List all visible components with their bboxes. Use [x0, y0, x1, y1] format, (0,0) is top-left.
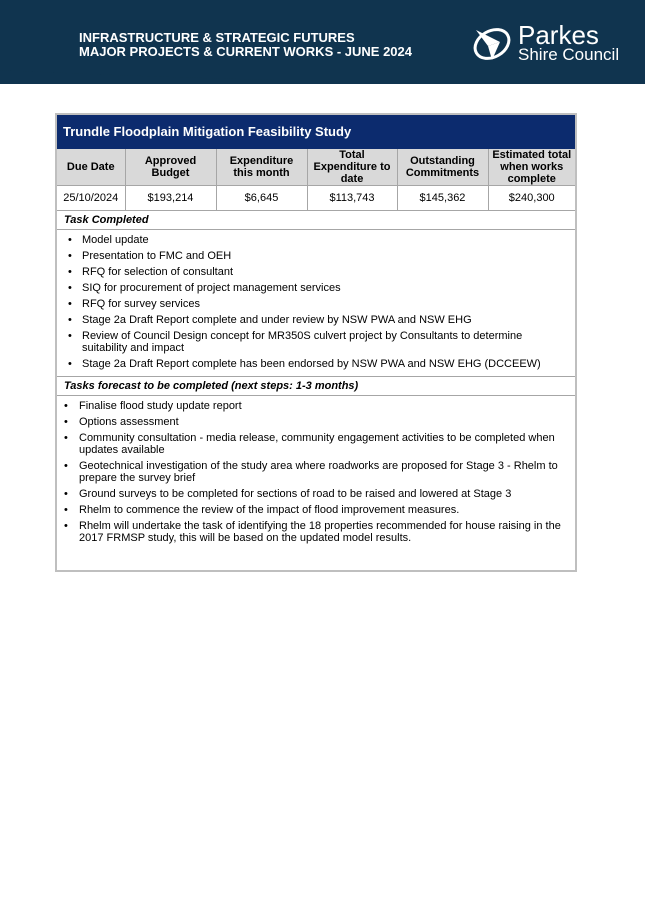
- project-title: Trundle Floodplain Mitigation Feasibility Study: [57, 115, 575, 149]
- list-item: • Ground surveys to be completed for sections of road to be raised and lowered at Stage 3: [64, 488, 512, 500]
- list-item: • Model update: [68, 234, 149, 246]
- bullet-icon: •: [68, 266, 72, 278]
- bullet-icon: •: [64, 504, 68, 516]
- project-panel: [55, 113, 577, 572]
- completed-heading: Task Completed: [57, 211, 575, 230]
- list-item: • RFQ for survey services: [68, 298, 200, 310]
- bullet-icon: •: [68, 330, 72, 342]
- forecast-heading: Tasks forecast to be completed (next steps: 1-3 months): [57, 376, 575, 396]
- list-item: • Rhelm will undertake the task of identifying the 18 properties recommended for house raising in the 2017 FRMSP study, this will be based on the updated model results.: [64, 520, 561, 544]
- estimated-total-value: $240,300: [488, 186, 575, 211]
- bullet-icon: •: [68, 298, 72, 310]
- bullet-icon: •: [64, 488, 68, 500]
- report-title: [79, 31, 412, 59]
- swoosh-logo-icon: [470, 22, 514, 66]
- col-header: Due Date: [57, 149, 125, 186]
- logo-name: Parkes: [518, 20, 599, 50]
- outstanding-commitments-value: $145,362: [397, 186, 488, 211]
- forecast-list: [57, 396, 575, 550]
- report-title-line1: INFRASTRUCTURE & STRATEGIC FUTURES: [79, 30, 355, 45]
- budget-value-row: [57, 186, 575, 211]
- list-item: • Review of Council Design concept for MR350S culvert project by Consultants to determine suitability and impact: [68, 330, 523, 354]
- list-item: • RFQ for selection of consultant: [68, 266, 234, 278]
- bullet-icon: •: [64, 416, 68, 428]
- bullet-icon: •: [64, 520, 68, 532]
- list-item: • SIQ for procurement of project management services: [68, 282, 341, 294]
- council-logo: [470, 22, 620, 66]
- budget-table: [57, 149, 575, 211]
- bullet-icon: •: [64, 432, 68, 444]
- list-item: • Options assessment: [64, 416, 179, 428]
- list-item: • Presentation to FMC and OEH: [68, 250, 232, 262]
- logo-subtitle: Shire Council: [518, 45, 620, 64]
- col-header: Estimated total when works complete: [488, 149, 575, 186]
- list-item: • Finalise flood study update report: [64, 400, 242, 412]
- bullet-icon: •: [68, 234, 72, 246]
- completed-list: [57, 230, 575, 376]
- bullet-icon: •: [64, 460, 68, 472]
- approved-budget-value: $193,214: [125, 186, 216, 211]
- list-item: • Geotechnical investigation of the study area where roadworks are proposed for Stage 3 - Rhelm to prepare the survey brief: [64, 460, 558, 484]
- list-item: • Stage 2a Draft Report complete and under review by NSW PWA and NSW EHG: [68, 314, 472, 326]
- col-header: Expenditure this month: [216, 149, 307, 186]
- bullet-icon: •: [68, 358, 72, 370]
- budget-header-row: [57, 149, 575, 186]
- bullet-icon: •: [68, 314, 72, 326]
- list-item: • Stage 2a Draft Report complete has been endorsed by NSW PWA and NSW EHG (DCCEEW): [68, 358, 541, 370]
- bullet-icon: •: [68, 250, 72, 262]
- due-date-value: 25/10/2024: [57, 186, 125, 211]
- list-item: • Community consultation - media release, community engagement activities to be completed when updates available: [64, 432, 555, 456]
- list-item: • Rhelm to commence the review of the impact of flood improvement measures.: [64, 504, 460, 516]
- expenditure-month-value: $6,645: [216, 186, 307, 211]
- total-expenditure-value: $113,743: [307, 186, 397, 211]
- col-header: Approved Budget: [125, 149, 216, 186]
- col-header: Outstanding Commitments: [397, 149, 488, 186]
- col-header: Total Expenditure to date: [307, 149, 397, 186]
- bullet-icon: •: [64, 400, 68, 412]
- report-title-line2: MAJOR PROJECTS & CURRENT WORKS - JUNE 2024: [79, 44, 412, 59]
- bullet-icon: •: [68, 282, 72, 294]
